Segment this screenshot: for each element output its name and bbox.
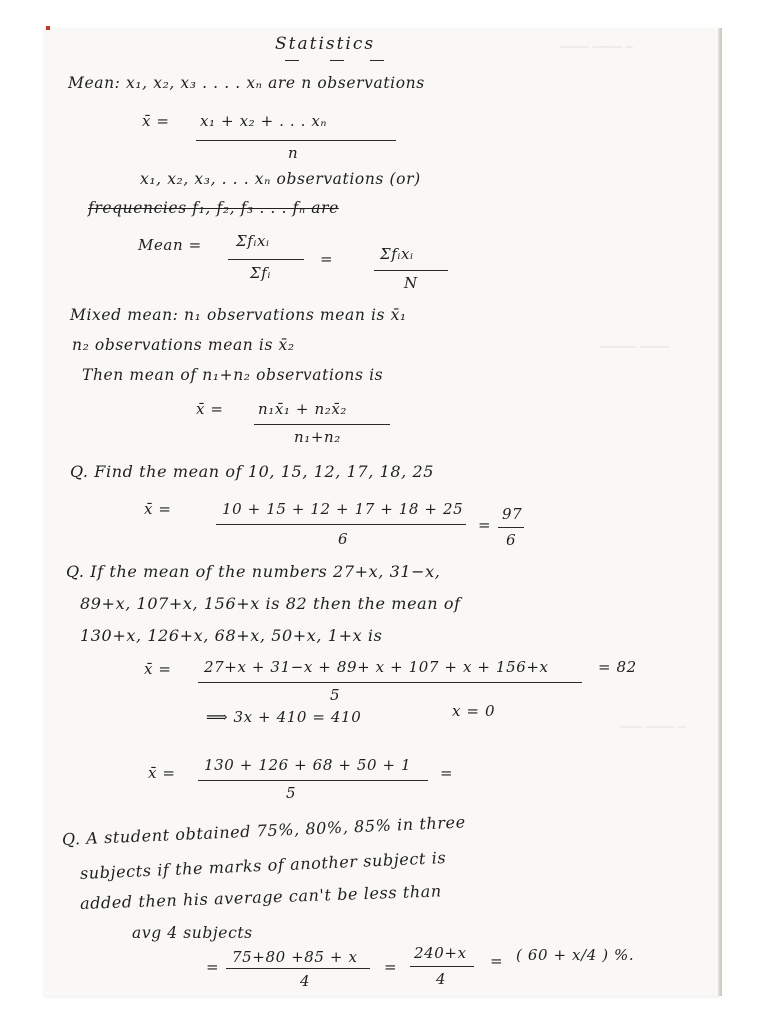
q3-denominator1: 4 (300, 972, 311, 990)
q3-equals1: = (384, 958, 398, 976)
q2-lhs2: x̄ = (148, 764, 176, 782)
title-underline (330, 60, 344, 61)
mixed-formula-numerator: n₁x̄₁ + n₂x̄₂ (258, 400, 347, 418)
fraction-bar (374, 270, 448, 271)
fraction-bar (254, 424, 390, 425)
q1-result-numerator: 97 (502, 505, 523, 523)
bleed-through-mark: ──── ──── ─ (560, 40, 633, 54)
freq-formula-equals: = (320, 250, 334, 268)
freq-formula-den1: Σfᵢ (250, 264, 271, 282)
q2-trailing-equals: = (440, 764, 454, 782)
page-edge-shadow (718, 28, 722, 996)
freq-frequencies-line: frequencies f₁, f₂, f₃ . . . fₙ are (88, 199, 339, 217)
q3-line1: Q. A student obtained 75%, 80%, 85% in three (61, 812, 467, 849)
fraction-bar (198, 780, 428, 781)
mixed-formula-lhs: x̄ = (196, 400, 224, 418)
q2-lhs: x̄ = (144, 660, 172, 678)
title-underline (370, 60, 384, 61)
fraction-bar (196, 140, 396, 141)
fraction-bar (198, 682, 582, 683)
q3-equals2: = (490, 952, 504, 970)
q3-numerator2: 240+x (414, 944, 467, 962)
mixed-formula-denominator: n₁+n₂ (294, 428, 341, 446)
q1-lhs: x̄ = (144, 500, 172, 518)
q3-line3: added then his average can't be less than (79, 881, 443, 913)
mixed-mean-line2: n₂ observations mean is x̄₂ (72, 336, 295, 354)
q2-line3: 130+x, 126+x, 68+x, 50+x, 1+x is (80, 626, 383, 645)
q2-denominator: 5 (330, 686, 341, 704)
q3-lhs: = (206, 958, 220, 976)
mean-definition-line: Mean: x₁, x₂, x₃ . . . . xₙ are n observations (68, 74, 425, 92)
q2-numerator2: 130 + 126 + 68 + 50 + 1 (204, 756, 412, 774)
mean-formula-numerator: x₁ + x₂ + . . . xₙ (200, 112, 328, 130)
fraction-bar (498, 527, 524, 528)
q3-denominator2: 4 (436, 970, 447, 988)
title-underline (285, 60, 299, 61)
page-title: Statistics (275, 34, 376, 54)
q3-line2: subjects if the marks of another subject is (79, 848, 447, 883)
q2-line1: Q. If the mean of the numbers 27+x, 31−x, (66, 562, 441, 581)
mean-formula-denominator: n (288, 144, 299, 162)
mixed-mean-line3: Then mean of n₁+n₂ observations is (82, 366, 384, 384)
freq-formula-num1: Σfᵢxᵢ (236, 232, 270, 250)
fraction-bar (226, 968, 370, 969)
q2-rhs: = 82 (598, 658, 637, 676)
freq-formula-den2: N (404, 274, 418, 292)
q1-denominator: 6 (338, 530, 349, 548)
q1-question: Q. Find the mean of 10, 15, 12, 17, 18, 25 (70, 462, 435, 481)
q2-numerator: 27+x + 31−x + 89+ x + 107 + x + 156+x (204, 658, 549, 676)
freq-formula-num2: Σfᵢxᵢ (380, 245, 414, 263)
bleed-through-mark: ─── ──── ─ (620, 720, 686, 734)
q3-avg-label: avg 4 subjects (132, 924, 253, 942)
q2-denominator2: 5 (286, 784, 297, 802)
q3-numerator1: 75+80 +85 + x (232, 948, 358, 966)
freq-mean-label: Mean = (138, 236, 202, 254)
fraction-bar (216, 524, 466, 525)
q1-equals: = (478, 516, 492, 534)
q3-result: ( 60 + x/4 ) %. (516, 946, 635, 964)
mean-formula-lhs: x̄ = (142, 112, 170, 130)
fraction-bar (410, 966, 474, 967)
q1-numerator: 10 + 15 + 12 + 17 + 18 + 25 (222, 500, 464, 518)
page-corner-mark (46, 26, 50, 30)
q1-result-denominator: 6 (506, 531, 517, 549)
q2-step2-result: x = 0 (452, 702, 496, 720)
q2-line2: 89+x, 107+x, 156+x is 82 then the mean of (80, 594, 461, 613)
fraction-bar (228, 259, 304, 260)
freq-observations-line: x₁, x₂, x₃, . . . xₙ observations (or) (140, 170, 421, 188)
bleed-through-mark: ───── ──── (600, 340, 669, 354)
q2-step2: ⟹ 3x + 410 = 410 (206, 708, 362, 726)
mixed-mean-line1: Mixed mean: n₁ observations mean is x̄₁ (70, 306, 407, 324)
